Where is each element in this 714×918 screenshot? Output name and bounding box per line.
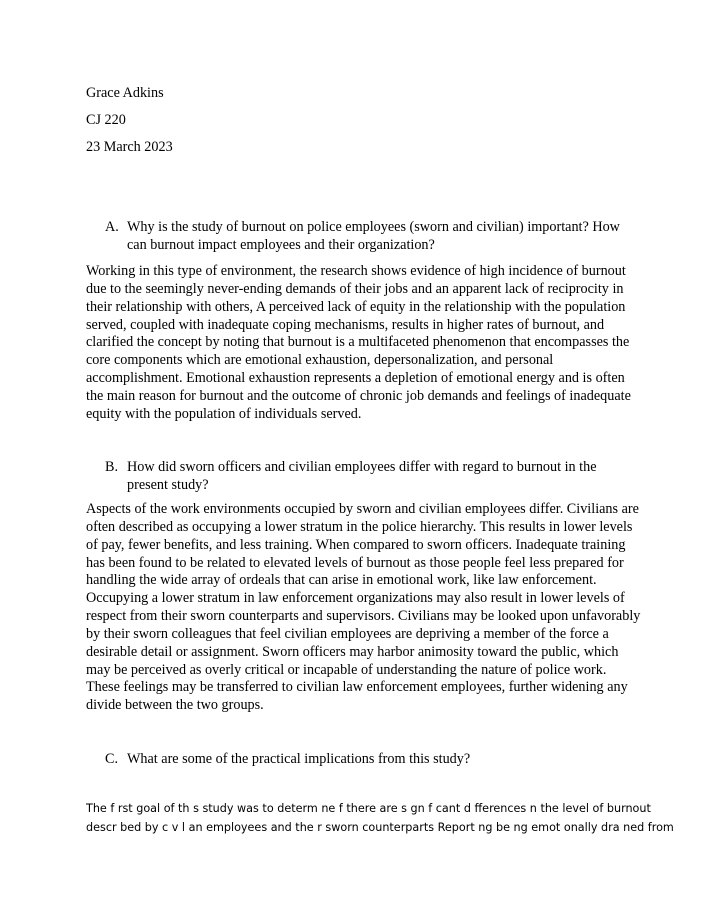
answer-c (86, 799, 674, 837)
document-date: 23 March 2023 (86, 139, 173, 155)
question-a-letter: A. (105, 219, 119, 235)
answer-c-line: descr bed by c v l an employees and the r sworn counterparts Report ng be ng emot onally dra ned from (86, 821, 674, 834)
question-c-text: What are some of the practical implications from this study? (127, 751, 471, 767)
answer-b: Aspects of the work environments occupied by sworn and civilian employees differ. Civilians are often described as occupying a lower stratum in the police hierarchy. This results in lower levels of pay, fewer benefits, and less training. When compared to sworn officers. Inadequate training has been found to be related to elevated levels of burnout as those people feel less prepared for handling the wide array of ordeals that can arise in emotional work, like law enforcement. Occupying a lower stratum in law enforcement organizations may also result in lower levels of respect from their sworn counterparts and supervisors. Civilians may be looked upon unfavorably by their sworn colleagues that feel civilian employees are depriving a member of the force a desirable detail or assignment. Sworn officers may harbor animosity toward the public, which may be perceived as overly critical or incapable of understanding the nature of police work. These feelings may be transferred to civilian law enforcement employees, further widening any divide between the two groups. (86, 501, 641, 714)
question-c-letter: C. (105, 751, 119, 767)
question-b-text: How did sworn officers and civilian employees differ with regard to burnout in the present study? (127, 459, 597, 493)
question-a-text: Why is the study of burnout on police employees (sworn and civilian) important? How can burnout impact employees and their organization? (127, 219, 620, 253)
answer-a: Working in this type of environment, the research shows evidence of high incidence of burnout due to the seemingly never-ending demands of their jobs and an apparent lack of reciprocity in their relationship with others, A perceived lack of equity in the relationship with the population served, coupled with inadequate coping mechanisms, results in higher rates of burnout, and clarified the concept by noting that burnout is a multifaceted phenomenon that encompasses the core components which are emotional exhaustion, depersonalization, and personal accomplishment. Emotional exhaustion represents a depletion of emotional energy and is often the main reason for burnout and the outcome of chronic job demands and feelings of inadequate equity with the population of individuals served. (86, 263, 631, 422)
question-b-letter: B. (105, 459, 119, 475)
author-name: Grace Adkins (86, 85, 164, 101)
answer-c-line: The f rst goal of th s study was to determ ne f there are s gn f cant d fferences n the level of burnout (86, 802, 651, 815)
course-code: CJ 220 (86, 112, 126, 128)
